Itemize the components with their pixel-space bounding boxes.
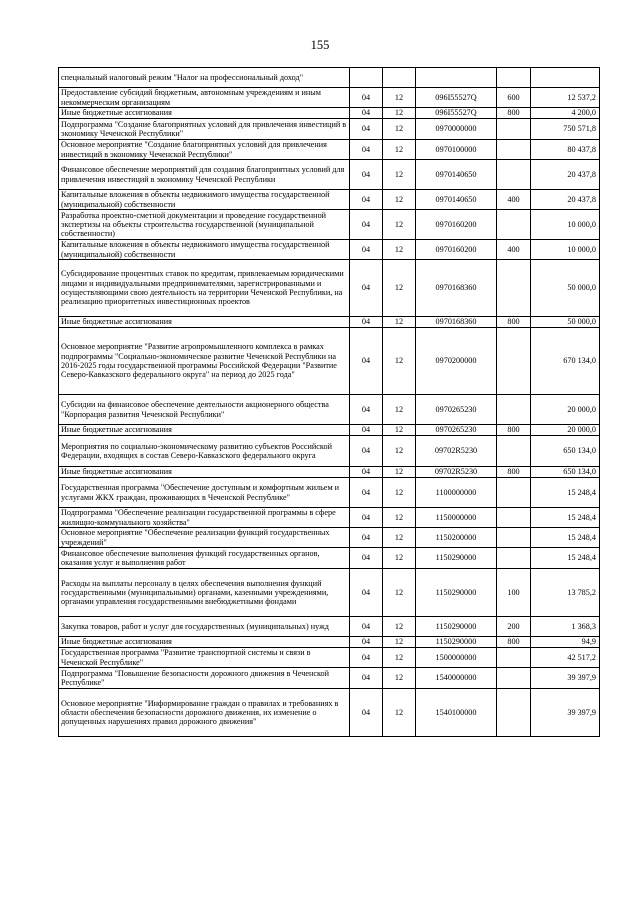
target-article-cell: 1540000000 [416, 668, 497, 689]
table-row [59, 648, 600, 668]
amount-cell: 10 000,0 [531, 240, 600, 260]
row-name-cell: Субсидирование процентных ставок по кредитам, привлекаемым юридическими лицами и индивидуальными предпринимателями, зарегистрированными и осуществляющими свою деятельность на территории Чеченской Республики, на реализацию приоритетных инвестиционных проектов [59, 260, 350, 317]
section-code-cell: 04 [350, 140, 383, 160]
subsection-code-cell: 12 [383, 260, 416, 317]
section-code-cell: 04 [350, 88, 383, 108]
amount-cell: 650 134,0 [531, 436, 600, 467]
expense-type-cell [497, 395, 531, 425]
expense-type-cell: 400 [497, 190, 531, 210]
expense-type-cell: 800 [497, 108, 531, 119]
expense-type-cell: 800 [497, 317, 531, 328]
table-row [59, 68, 600, 88]
subsection-code-cell: 12 [383, 425, 416, 436]
amount-cell: 80 437,8 [531, 140, 600, 160]
table-row [59, 240, 600, 260]
expense-type-cell [497, 260, 531, 317]
table-row [59, 637, 600, 648]
table-row [59, 88, 600, 108]
row-name-cell: Закупка товаров, работ и услуг для государственных (муниципальных) нужд [59, 617, 350, 637]
amount-cell: 750 571,8 [531, 119, 600, 140]
target-article-cell: 1150290000 [416, 617, 497, 637]
subsection-code-cell: 12 [383, 467, 416, 478]
target-article-cell: 1100000000 [416, 478, 497, 508]
expense-type-cell: 800 [497, 637, 531, 648]
subsection-code-cell: 12 [383, 648, 416, 668]
table-row [59, 478, 600, 508]
target-article-cell: 1150200000 [416, 528, 497, 548]
target-article-cell: 0970000000 [416, 119, 497, 140]
amount-cell: 20 437,8 [531, 160, 600, 190]
row-name-cell: Государственная программа "Развитие транспортной системы и связи в Чеченской Республике" [59, 648, 350, 668]
section-code-cell: 04 [350, 508, 383, 528]
subsection-code-cell: 12 [383, 119, 416, 140]
table-row [59, 617, 600, 637]
subsection-code-cell: 12 [383, 617, 416, 637]
section-code-cell: 04 [350, 119, 383, 140]
row-name-cell: Иные бюджетные ассигнования [59, 637, 350, 648]
amount-cell: 13 785,2 [531, 569, 600, 617]
target-article-cell: 1150290000 [416, 637, 497, 648]
table-row [59, 548, 600, 569]
section-code-cell: 04 [350, 467, 383, 478]
expense-type-cell: 200 [497, 617, 531, 637]
row-name-cell: Финансовое обеспечение выполнения функций государственных органов, оказания услуг и выполнения работ [59, 548, 350, 569]
subsection-code-cell: 12 [383, 160, 416, 190]
amount-cell: 39 397,9 [531, 668, 600, 689]
section-code-cell: 04 [350, 328, 383, 395]
row-name-cell: Иные бюджетные ассигнования [59, 108, 350, 119]
expense-type-cell [497, 528, 531, 548]
amount-cell: 94,9 [531, 637, 600, 648]
section-code-cell: 04 [350, 528, 383, 548]
section-code-cell: 04 [350, 648, 383, 668]
section-code-cell: 04 [350, 160, 383, 190]
amount-cell: 10 000,0 [531, 210, 600, 240]
section-code-cell: 04 [350, 317, 383, 328]
target-article-cell: 0970100000 [416, 140, 497, 160]
expense-type-cell: 400 [497, 240, 531, 260]
expense-type-cell [497, 508, 531, 528]
amount-cell: 15 248,4 [531, 508, 600, 528]
section-code-cell: 04 [350, 190, 383, 210]
row-name-cell: Основное мероприятие "Развитие агропромышленного комплекса в рамках подпрограммы "Социально-экономическое развитие Чеченской Республики на 2016-2025 годы государственной программы Российской Федерации "Развитие Северо-Кавказского федерального округа" на период до 2025 года" [59, 328, 350, 395]
row-name-cell: Подпрограмма "Создание благоприятных условий для привлечения инвестиций в экономику Чеченской Республики" [59, 119, 350, 140]
subsection-code-cell: 12 [383, 689, 416, 737]
expense-type-cell [497, 478, 531, 508]
amount-cell: 39 397,9 [531, 689, 600, 737]
section-code-cell: 04 [350, 548, 383, 569]
section-code-cell: 04 [350, 436, 383, 467]
amount-cell [531, 68, 600, 88]
subsection-code-cell: 12 [383, 436, 416, 467]
section-code-cell: 04 [350, 569, 383, 617]
row-name-cell: Капитальные вложения в объекты недвижимого имущества государственной (муниципальной) собственности [59, 190, 350, 210]
table-row [59, 508, 600, 528]
target-article-cell: 0970160200 [416, 240, 497, 260]
row-name-cell: Финансовое обеспечение мероприятий для создания благоприятных условий для привлечения инвестиций в экономику Чеченской Республики [59, 160, 350, 190]
table-row [59, 528, 600, 548]
target-article-cell: 09702R5230 [416, 436, 497, 467]
page-number: 155 [310, 38, 330, 52]
row-name-cell: Подпрограмма "Обеспечение реализации государственной программы в сфере жилищно-коммунального хозяйства" [59, 508, 350, 528]
amount-cell: 42 517,2 [531, 648, 600, 668]
expense-type-cell [497, 160, 531, 190]
row-name-cell: Иные бюджетные ассигнования [59, 317, 350, 328]
target-article-cell: 0970140650 [416, 190, 497, 210]
table-row [59, 317, 600, 328]
target-article-cell: 096I55527Q [416, 88, 497, 108]
subsection-code-cell: 12 [383, 637, 416, 648]
section-code-cell: 04 [350, 425, 383, 436]
subsection-code-cell: 12 [383, 108, 416, 119]
expense-type-cell [497, 689, 531, 737]
section-code-cell: 04 [350, 617, 383, 637]
row-name-cell: специальный налоговый режим "Налог на профессиональный доход" [59, 68, 350, 88]
expense-type-cell [497, 668, 531, 689]
expense-type-cell [497, 436, 531, 467]
row-name-cell: Расходы на выплаты персоналу в целях обеспечения выполнения функций государственными (муниципальными) органами, казенными учреждениями, органами управления государственными внебюджетными фондами [59, 569, 350, 617]
section-code-cell: 04 [350, 689, 383, 737]
target-article-cell: 0970265230 [416, 425, 497, 436]
row-name-cell: Капитальные вложения в объекты недвижимого имущества государственной (муниципальной) собственности [59, 240, 350, 260]
subsection-code-cell: 12 [383, 508, 416, 528]
table-row [59, 689, 600, 737]
section-code-cell: 04 [350, 260, 383, 317]
target-article-cell: 0970168360 [416, 317, 497, 328]
amount-cell: 4 200,0 [531, 108, 600, 119]
row-name-cell: Государственная программа "Обеспечение доступным и комфортным жильем и услугами ЖКХ граждан, проживающих в Чеченской Республике" [59, 478, 350, 508]
table-row [59, 467, 600, 478]
subsection-code-cell: 12 [383, 328, 416, 395]
amount-cell: 15 248,4 [531, 528, 600, 548]
target-article-cell: 1540100000 [416, 689, 497, 737]
table-row [59, 569, 600, 617]
row-name-cell: Иные бюджетные ассигнования [59, 425, 350, 436]
row-name-cell: Иные бюджетные ассигнования [59, 467, 350, 478]
subsection-code-cell: 12 [383, 548, 416, 569]
budget-table [58, 67, 600, 737]
section-code-cell [350, 68, 383, 88]
amount-cell: 50 000,0 [531, 317, 600, 328]
expense-type-cell [497, 548, 531, 569]
section-code-cell: 04 [350, 637, 383, 648]
target-article-cell: 0970168360 [416, 260, 497, 317]
table-row [59, 328, 600, 395]
target-article-cell: 1150290000 [416, 548, 497, 569]
row-name-cell: Мероприятия по социально-экономическому развитию субъектов Российской Федерации, входящих в состав Северо-Кавказского федерального округа [59, 436, 350, 467]
row-name-cell: Предоставление субсидий бюджетным, автономным учреждениям и иным некоммерческим организациям [59, 88, 350, 108]
table-row [59, 210, 600, 240]
subsection-code-cell: 12 [383, 395, 416, 425]
subsection-code-cell: 12 [383, 88, 416, 108]
row-name-cell: Основное мероприятие "Создание благоприятных условий для привлечения инвестиций в экономику Чеченской Республики" [59, 140, 350, 160]
table-row [59, 190, 600, 210]
subsection-code-cell: 12 [383, 140, 416, 160]
section-code-cell: 04 [350, 395, 383, 425]
table-row [59, 119, 600, 140]
amount-cell: 15 248,4 [531, 478, 600, 508]
amount-cell: 670 134,0 [531, 328, 600, 395]
target-article-cell: 1150000000 [416, 508, 497, 528]
subsection-code-cell: 12 [383, 317, 416, 328]
amount-cell: 12 537,2 [531, 88, 600, 108]
table-row [59, 260, 600, 317]
expense-type-cell [497, 648, 531, 668]
target-article-cell: 1150290000 [416, 569, 497, 617]
target-article-cell: 0970140650 [416, 160, 497, 190]
subsection-code-cell [383, 68, 416, 88]
table-row [59, 425, 600, 436]
row-name-cell: Разработка проектно-сметной документации и проведение государственной экспертизы на объекты строительства государственной (муниципальной собственности) [59, 210, 350, 240]
target-article-cell: 0970200000 [416, 328, 497, 395]
row-name-cell: Основное мероприятие "Обеспечение реализации функций государственных учреждений" [59, 528, 350, 548]
target-article-cell: 09702R5230 [416, 467, 497, 478]
subsection-code-cell: 12 [383, 478, 416, 508]
amount-cell: 650 134,0 [531, 467, 600, 478]
expense-type-cell [497, 210, 531, 240]
section-code-cell: 04 [350, 240, 383, 260]
amount-cell: 1 368,3 [531, 617, 600, 637]
table-row [59, 668, 600, 689]
section-code-cell: 04 [350, 210, 383, 240]
section-code-cell: 04 [350, 478, 383, 508]
subsection-code-cell: 12 [383, 210, 416, 240]
expense-type-cell [497, 140, 531, 160]
target-article-cell: 0970160200 [416, 210, 497, 240]
amount-cell: 20 000,0 [531, 425, 600, 436]
amount-cell: 20 437,8 [531, 190, 600, 210]
target-article-cell: 096I55527Q [416, 108, 497, 119]
amount-cell: 15 248,4 [531, 548, 600, 569]
section-code-cell: 04 [350, 108, 383, 119]
table-row [59, 395, 600, 425]
expense-type-cell: 600 [497, 88, 531, 108]
target-article-cell: 1500000000 [416, 648, 497, 668]
amount-cell: 20 000,0 [531, 395, 600, 425]
subsection-code-cell: 12 [383, 190, 416, 210]
target-article-cell: 0970265230 [416, 395, 497, 425]
expense-type-cell: 800 [497, 425, 531, 436]
table-row [59, 436, 600, 467]
amount-cell: 50 000,0 [531, 260, 600, 317]
table-row [59, 140, 600, 160]
row-name-cell: Подпрограмма "Повышение безопасности дорожного движения в Чеченской Республике" [59, 668, 350, 689]
subsection-code-cell: 12 [383, 668, 416, 689]
table-row [59, 160, 600, 190]
subsection-code-cell: 12 [383, 240, 416, 260]
row-name-cell: Субсидии на финансовое обеспечение деятельности акционерного общества "Корпорация развития Чеченской Республики" [59, 395, 350, 425]
subsection-code-cell: 12 [383, 569, 416, 617]
row-name-cell: Основное мероприятие "Информирование граждан о правилах и требованиях в области обеспечения безопасности дорожного движения, их изменение о допущенных нарушениях правил дорожного движения" [59, 689, 350, 737]
expense-type-cell [497, 328, 531, 395]
table-row [59, 108, 600, 119]
expense-type-cell: 800 [497, 467, 531, 478]
target-article-cell [416, 68, 497, 88]
subsection-code-cell: 12 [383, 528, 416, 548]
section-code-cell: 04 [350, 668, 383, 689]
expense-type-cell: 100 [497, 569, 531, 617]
expense-type-cell [497, 119, 531, 140]
expense-type-cell [497, 68, 531, 88]
